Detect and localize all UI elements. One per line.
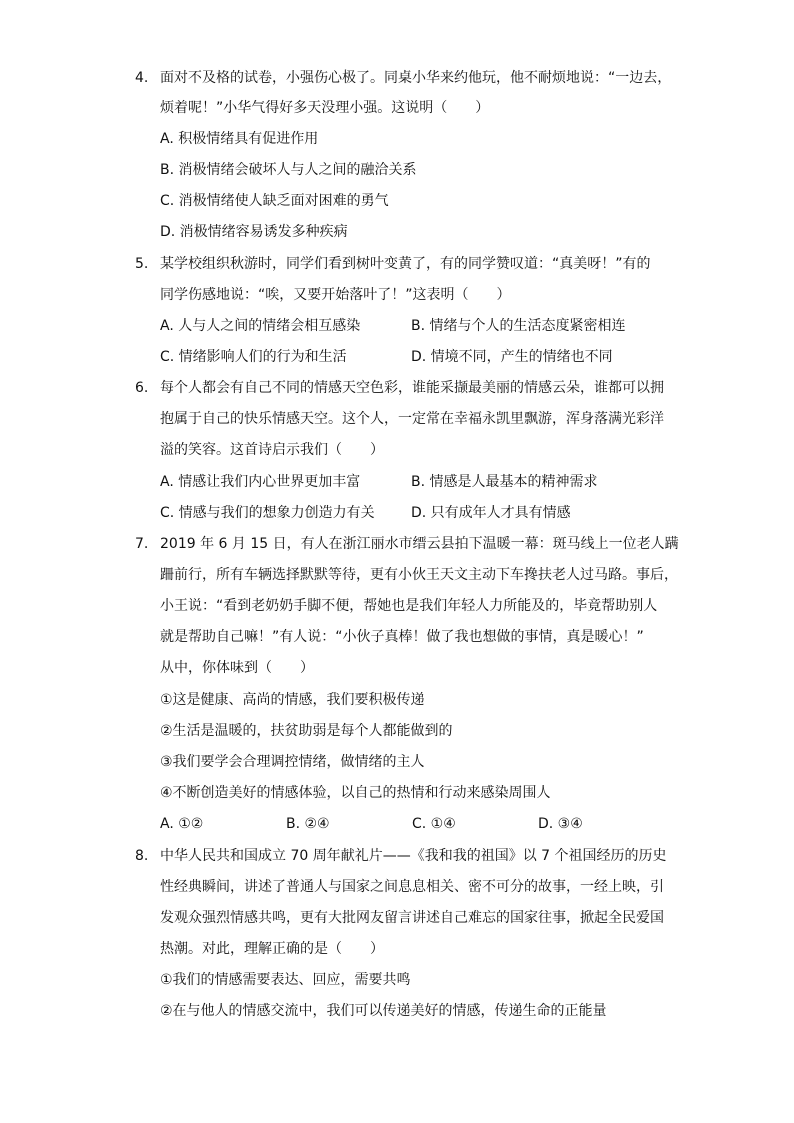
- option-a: A. 情感让我们内心世界更加丰富: [160, 474, 361, 490]
- statement-4: ④不断创造美好的情感体验，以自己的热情和行动来感染周围人: [160, 785, 551, 801]
- option-d: D. 消极情绪容易诱发多种疾病: [160, 224, 348, 240]
- statement-2: ②生活是温暖的，扶贫助弱是每个人都能做到的: [160, 723, 453, 739]
- question-stem-line: 跚前行，所有车辆选择默默等待，更有小伙王天文主动下车搀扶老人过马路。事后，: [160, 567, 678, 583]
- statement-3: ③我们要学会合理调控情绪，做情绪的主人: [160, 754, 425, 770]
- option-c: C. 情感与我们的想象力创造力有关: [160, 505, 375, 521]
- question-stem-line: 烦着呢！”小华气得好多天没理小强。这说明（ ）: [160, 100, 490, 116]
- option-a: A. ①②: [160, 816, 204, 832]
- option-b: B. ②④: [286, 816, 330, 832]
- question-stem-line: 溢的笑容。这首诗启示我们（ ）: [160, 442, 384, 458]
- question-stem-line: 面对不及格的试卷，小强伤心极了。同桌小华来约他玩，他不耐烦地说：“一边去，: [160, 70, 672, 86]
- question-stem-line: 小王说：“看到老奶奶手脚不便，帮她也是我们年轻人力所能及的，毕竟帮助别人: [160, 598, 658, 614]
- option-c: C. 情绪影响人们的行为和生活: [160, 349, 347, 365]
- question-number: 4.: [135, 70, 149, 86]
- question-stem-line: 抱属于自己的快乐情感天空。这个人，一定常在幸福永凯里飘游，浑身落满光彩洋: [160, 411, 664, 427]
- option-b: B. 情感是人最基本的精神需求: [411, 474, 598, 490]
- question-stem-line: 性经典瞬间，讲述了普通人与国家之间息息相关、密不可分的故事，一经上映，引: [160, 879, 664, 895]
- question-stem-line: 某学校组织秋游时，同学们看到树叶变黄了，有的同学赞叹道：“真美呀！”有的: [160, 256, 651, 272]
- question-stem-line: 热潮。对此，理解正确的是（ ）: [160, 941, 384, 957]
- option-d: D. 只有成年人才具有情感: [411, 505, 571, 521]
- question-number: 8.: [135, 848, 149, 864]
- option-a: A. 人与人之间的情绪会相互感染: [160, 318, 361, 334]
- question-number: 7.: [135, 536, 149, 552]
- question-stem-line: 2019 年 6 月 15 日，有人在浙江丽水市缙云县拍下温暖一幕：斑马线上一位老人蹒: [160, 536, 679, 552]
- option-c: C. ①④: [412, 816, 456, 832]
- question-stem-line: 从中，你体味到（ ）: [160, 660, 314, 676]
- option-d: D. 情境不同，产生的情绪也不同: [411, 349, 613, 365]
- option-b: B. 情绪与个人的生活态度紧密相连: [411, 318, 626, 334]
- question-stem-line: 同学伤感地说：“唉，又要开始落叶了！”这表明（ ）: [160, 287, 511, 303]
- option-a: A. 积极情绪具有促进作用: [160, 131, 319, 147]
- option-b: B. 消极情绪会破坏人与人之间的融洽关系: [160, 162, 417, 178]
- question-stem-line: 发观众强烈情感共鸣，更有大批网友留言讲述自己难忘的国家往事，掀起全民爱国: [160, 910, 664, 926]
- option-c: C. 消极情绪使人缺乏面对困难的勇气: [160, 193, 389, 209]
- statement-1: ①这是健康、高尚的情感，我们要积极传递: [160, 692, 425, 708]
- statement-2: ②在与他人的情感交流中，我们可以传递美好的情感，传递生命的正能量: [160, 1003, 607, 1019]
- question-stem-line: 就是帮助自己嘛！”有人说：“小伙子真棒！做了我也想做的事情，真是暖心！”: [160, 629, 644, 645]
- option-d: D. ③④: [538, 816, 583, 832]
- question-stem-line: 每个人都会有自己不同的情感天空色彩，谁能采撷最美丽的情感云朵，谁都可以拥: [160, 380, 664, 396]
- statement-1: ①我们的情感需要表达、回应，需要共鸣: [160, 972, 411, 988]
- question-number: 6.: [135, 380, 149, 396]
- question-number: 5.: [135, 256, 149, 272]
- question-stem-line: 中华人民共和国成立 70 周年献礼片——《我和我的祖国》以 7 个祖国经历的历史: [160, 848, 667, 864]
